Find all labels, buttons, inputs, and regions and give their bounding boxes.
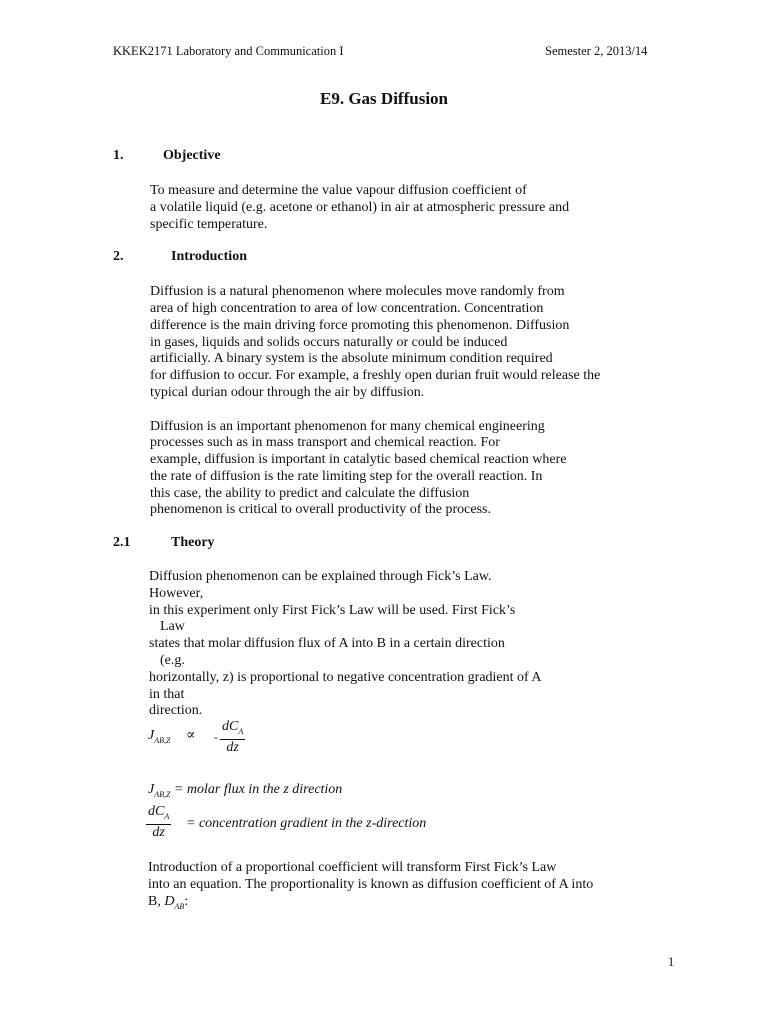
diffusion-coefficient-subscript: AB	[174, 901, 185, 911]
theory-line: in that	[149, 687, 185, 702]
diffusion-coefficient-symbol: D	[164, 894, 175, 909]
closing-line: into an equation. The proportionality is known as diffusion coefficient of A into	[148, 877, 594, 892]
fraction-numerator: dC	[148, 804, 165, 819]
section-2-1-number: 2.1	[113, 535, 131, 550]
gradient-fraction	[220, 719, 245, 755]
theory-line: in this experiment only First Fick’s Law will be used. First Fick’s	[149, 603, 516, 618]
intro-p1-line: artificially. A binary system is the absolute minimum condition required	[150, 351, 553, 366]
intro-p2-line: processes such as in mass transport and chemical reaction. For	[150, 435, 500, 450]
theory-line: horizontally, z) is proportional to negative concentration gradient of A	[149, 670, 542, 685]
fraction-denominator: dz	[226, 739, 239, 755]
fraction-numerator-subscript: A	[238, 726, 244, 736]
theory-line: However,	[149, 586, 204, 601]
page-number: 1	[668, 955, 675, 969]
intro-p1-line: Diffusion is a natural phenomenon where molecules move randomly from	[150, 284, 565, 299]
flux-symbol: J	[148, 782, 155, 797]
header-course: KKEK2171 Laboratory and Communication I	[113, 44, 344, 58]
intro-p1-line: typical durian odour through the air by diffusion.	[150, 385, 425, 400]
section-2-title: Introduction	[171, 249, 247, 264]
closing-line: Introduction of a proportional coefficient will transform First Fick’s Law	[148, 860, 557, 875]
intro-p1-line: for diffusion to occur. For example, a freshly open durian fruit would release the	[150, 368, 601, 383]
objective-line: a volatile liquid (e.g. acetone or ethanol) in air at atmospheric pressure and	[150, 200, 570, 215]
fraction-numerator-subscript: A	[164, 811, 170, 821]
intro-p2-line: phenomenon is critical to overall productivity of the process.	[150, 502, 491, 517]
header-semester: Semester 2, 2013/14	[545, 44, 648, 58]
objective-line: specific temperature.	[150, 217, 268, 232]
closing-line-last	[148, 893, 188, 915]
theory-line: direction.	[149, 703, 203, 718]
flux-subscript: AB,Z	[154, 735, 171, 745]
fraction-denominator: dz	[152, 824, 165, 840]
intro-p1-line: in gases, liquids and solids occurs naturally or could be induced	[150, 335, 508, 350]
intro-p2-line: this case, the ability to predict and calculate the diffusion	[150, 486, 470, 501]
fraction-numerator: dC	[222, 719, 239, 734]
gradient-definition-text: = concentration gradient in the z-direction	[186, 816, 427, 831]
theory-line: Law	[160, 619, 185, 634]
intro-p2-line: example, diffusion is important in catalytic based chemical reaction where	[150, 452, 567, 467]
document-title: E9. Gas Diffusion	[320, 89, 448, 108]
fick-proportionality-equation	[148, 727, 170, 749]
section-2-1-title: Theory	[171, 535, 215, 550]
flux-definition-text: = molar flux in the z direction	[173, 782, 343, 797]
proportional-symbol: ∝	[186, 728, 196, 743]
intro-p1-line: difference is the main driving force promoting this phenomenon. Diffusion	[150, 318, 570, 333]
intro-p2-line: the rate of diffusion is the rate limiting step for the overall reaction. In	[150, 469, 543, 484]
flux-definition	[148, 781, 342, 803]
flux-subscript: AB,Z	[154, 789, 171, 799]
section-2-number: 2.	[113, 249, 124, 264]
closing-line-text: B,	[148, 894, 165, 909]
section-1-title: Objective	[163, 148, 221, 163]
theory-line: Diffusion phenomenon can be explained through Fick’s Law.	[149, 569, 492, 584]
closing-colon: :	[184, 894, 189, 909]
gradient-definition-fraction	[146, 804, 171, 840]
section-1-number: 1.	[113, 148, 124, 163]
minus-sign: -	[214, 730, 218, 744]
theory-line: (e.g.	[160, 653, 185, 668]
flux-symbol: J	[148, 728, 155, 743]
objective-line: To measure and determine the value vapour diffusion coefficient of	[150, 183, 527, 198]
theory-line: states that molar diffusion flux of A into B in a certain direction	[149, 636, 505, 651]
intro-p1-line: area of high concentration to area of low concentration. Concentration	[150, 301, 544, 316]
intro-p2-line: Diffusion is an important phenomenon for many chemical engineering	[150, 419, 545, 434]
